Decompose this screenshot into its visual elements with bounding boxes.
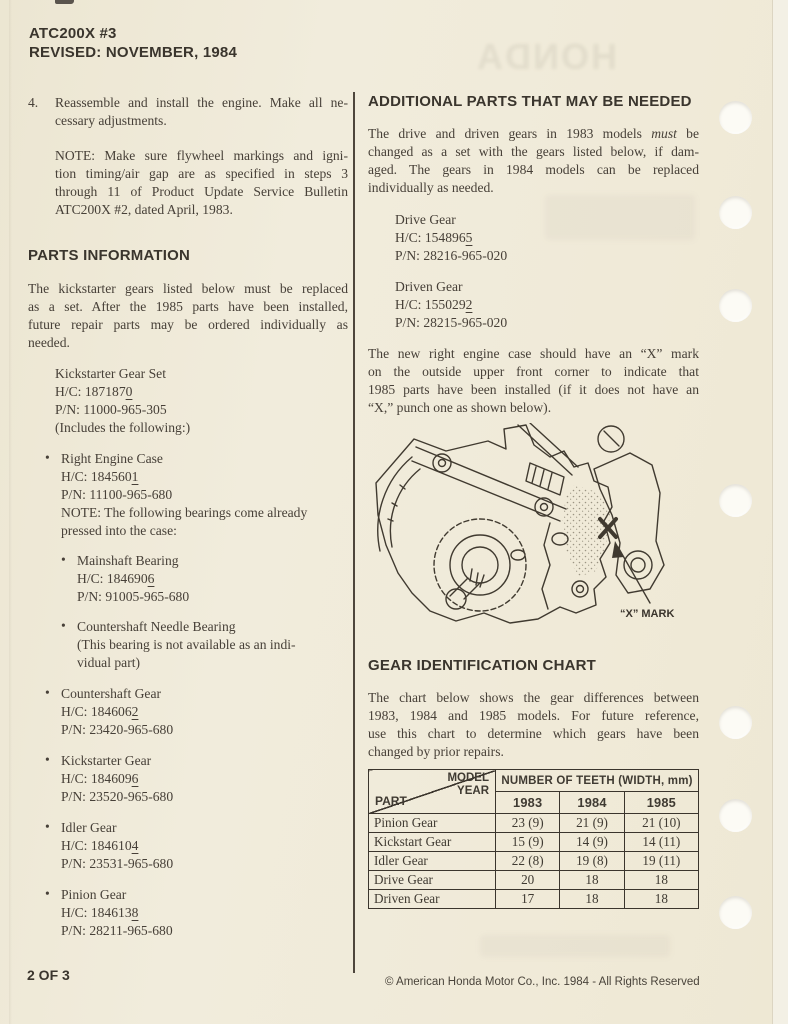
hc-prefix: H/C: 184609	[61, 771, 132, 786]
hc-revision-digit: 2	[465, 297, 473, 312]
page-fold-shadow	[9, 0, 12, 1024]
punch-hole	[719, 896, 752, 929]
bleed-through-text-ghost	[480, 935, 670, 957]
table-cell-part: Kickstart Gear	[369, 833, 496, 852]
table-cell-value: 18	[624, 871, 698, 890]
part-name: • Mainshaft Bearing	[77, 553, 179, 568]
scan-right-edge	[772, 0, 788, 1024]
part-pn-number: P/N: 23531-965-680	[61, 856, 174, 871]
table-cell-value: 15 (9)	[496, 833, 560, 852]
table-row	[369, 890, 699, 909]
punch-hole	[719, 196, 752, 229]
parts-information-intro: The kickstarter gears listed below must be replaced as a set. After the 1985 parts have been installed, future repair parts may be ordered individually as needed.	[28, 281, 348, 350]
copyright-notice: © American Honda Motor Co., Inc. 1984 - All Rights Reserved	[385, 976, 700, 988]
part-pn-number: P/N: 28216-965-020	[395, 248, 508, 263]
engine-case-diagram	[368, 423, 699, 633]
corner-model-year-label	[447, 772, 489, 797]
list-item-right-engine-case	[28, 450, 348, 540]
list-item-pinion-gear	[28, 886, 348, 940]
table-corner-cell	[369, 770, 496, 814]
table-row	[369, 833, 699, 852]
table-cell-value: 19 (11)	[624, 852, 698, 871]
right-column	[368, 92, 699, 909]
bleed-through-honda-logo: HONDA	[475, 36, 617, 77]
table-cell-part: Drive Gear	[369, 871, 496, 890]
hc-prefix: H/C: 154896	[395, 230, 466, 245]
page-number: 2 OF 3	[27, 967, 70, 983]
part-includes-note: (Includes the following:)	[55, 420, 191, 435]
intro-post: be	[676, 126, 699, 141]
punch-hole	[719, 289, 752, 322]
table-cell-value: 20	[496, 871, 560, 890]
x-mark-paragraph: The new right engine case should have an “X” mark on the outside upper front corner to indicate that 1985 parts have been installed (if it does not have an “X,” punch one as shown below).	[368, 346, 699, 415]
table-cell-part: Driven Gear	[369, 890, 496, 909]
punch-hole	[719, 706, 752, 739]
part-hc-number	[55, 383, 348, 401]
table-cell-value: 19 (8)	[560, 852, 624, 871]
part-name: • Idler Gear	[61, 820, 117, 835]
punch-hole	[719, 799, 752, 832]
hc-revision-digit: 6	[147, 571, 155, 586]
table-cell-part: Idler Gear	[369, 852, 496, 871]
punch-hole	[719, 484, 752, 517]
table-row	[369, 871, 699, 890]
corner-part-label: PART	[375, 794, 407, 808]
part-name: • Kickstarter Gear	[61, 753, 152, 768]
bulletin-id: ATC200X #3	[29, 25, 117, 42]
gear-chart-intro: The chart below shows the gear differences between 1983, 1984 and 1985 models. For future reference, use this chart to determine which gears have been changed by prior repairs.	[368, 690, 699, 759]
parts-information-heading: PARTS INFORMATION	[28, 247, 190, 264]
driven-gear-block	[395, 278, 699, 332]
hc-revision-digit: 0	[125, 384, 133, 399]
bulletin-header	[29, 24, 237, 62]
part-name: • Right Engine Case	[61, 451, 163, 466]
hc-prefix: H/C: 184690	[77, 571, 148, 586]
intro-italic-word: must	[651, 126, 677, 141]
hc-prefix: H/C: 155029	[395, 297, 466, 312]
punch-hole	[719, 101, 752, 134]
hc-revision-digit: 5	[465, 230, 473, 245]
list-item-countershaft-gear	[28, 685, 348, 739]
part-hc-number	[395, 229, 699, 247]
intro-line-1	[368, 125, 699, 143]
part-pn-number: P/N: 28211-965-680	[61, 923, 173, 938]
part-name: • Countershaft Needle Bearing	[77, 619, 236, 634]
hc-revision-digit: 2	[131, 704, 139, 719]
part-hc-number	[61, 837, 348, 855]
part-name: Driven Gear	[395, 279, 463, 294]
corner-year: YEAR	[457, 784, 489, 797]
part-hc-number	[395, 296, 699, 314]
part-note: NOTE: The following bearings come already pressed into the case:	[61, 505, 308, 538]
hc-prefix: H/C: 184610	[61, 838, 132, 853]
hc-prefix: H/C: 184613	[61, 905, 132, 920]
table-cell-value: 21 (10)	[624, 814, 698, 833]
list-item-idler-gear	[28, 819, 348, 873]
part-pn-number: P/N: 23520-965-680	[61, 789, 174, 804]
part-hc-number	[61, 703, 348, 721]
part-hc-number	[61, 770, 348, 788]
table-cell-value: 22 (8)	[496, 852, 560, 871]
teeth-width-header: NUMBER OF TEETH (WIDTH, mm)	[496, 770, 699, 792]
table-cell-value: 23 (9)	[496, 814, 560, 833]
hc-revision-digit: 8	[131, 905, 139, 920]
list-item-mainshaft-bearing	[28, 552, 348, 606]
step-4-note: NOTE: Make sure flywheel markings and igni- tion timing/air gap are as specified in steps 3 through 11 of Product Update Service Bulletin ATC200X #2, dated April, 1983.	[55, 148, 348, 217]
table-row	[369, 852, 699, 871]
hc-revision-digit: 6	[131, 771, 139, 786]
table-cell-value: 18	[624, 890, 698, 909]
part-pn-number: P/N: 23420-965-680	[61, 722, 174, 737]
table-cell-value: 18	[560, 871, 624, 890]
table-cell-value: 18	[560, 890, 624, 909]
part-note: (This bearing is not available as an indi- vidual part)	[77, 637, 296, 670]
part-hc-number	[77, 570, 348, 588]
list-item-countershaft-needle-bearing	[28, 618, 348, 672]
drive-gear-block	[395, 211, 699, 265]
step-4	[28, 94, 348, 130]
additional-parts-heading: ADDITIONAL PARTS THAT MAY BE NEEDED	[368, 93, 692, 110]
step-number: 4.	[28, 95, 39, 110]
hc-revision-digit: 1	[131, 469, 139, 484]
part-hc-number	[61, 904, 348, 922]
intro-pre: The drive and driven gears in 1983 models	[368, 126, 652, 141]
column-divider-rule	[353, 92, 355, 973]
hc-prefix: H/C: 184606	[61, 704, 132, 719]
part-name: Drive Gear	[395, 212, 456, 227]
list-item-kickstarter-gear	[28, 752, 348, 806]
part-hc-number	[61, 468, 348, 486]
hc-prefix: H/C: 184560	[61, 469, 132, 484]
part-pn-number: P/N: 11000-965-305	[55, 402, 167, 417]
year-column-header: 1985	[624, 792, 698, 814]
table-cell-part: Pinion Gear	[369, 814, 496, 833]
gear-identification-table	[368, 769, 699, 909]
table-cell-value: 17	[496, 890, 560, 909]
left-column	[28, 94, 348, 940]
part-name: Kickstarter Gear Set	[55, 366, 166, 381]
hc-prefix: H/C: 187187	[55, 384, 126, 399]
year-column-header: 1984	[560, 792, 624, 814]
hc-revision-digit: 4	[131, 838, 139, 853]
kickstarter-gear-set-block	[55, 365, 348, 437]
step-text: Reassemble and install the engine. Make all ne- cessary adjustments.	[55, 95, 348, 128]
part-name: • Countershaft Gear	[61, 686, 162, 701]
additional-parts-intro	[368, 125, 699, 197]
gear-identification-heading: GEAR IDENTIFICATION CHART	[368, 657, 597, 674]
part-name: • Pinion Gear	[61, 887, 127, 902]
table-header-row-1	[369, 770, 699, 792]
corner-model: MODEL	[447, 772, 489, 784]
year-column-header: 1983	[496, 792, 560, 814]
table-cell-value: 21 (9)	[560, 814, 624, 833]
bulletin-revised-date: REVISED: NOVEMBER, 1984	[29, 44, 237, 61]
part-pn-number: P/N: 11100-965-680	[61, 487, 173, 502]
table-row	[369, 814, 699, 833]
part-pn-number: P/N: 91005-965-680	[77, 589, 190, 604]
part-pn-number: P/N: 28215-965-020	[395, 315, 508, 330]
scan-edge-mark	[55, 0, 74, 4]
x-mark-label: “X” MARK	[620, 608, 675, 620]
intro-rest: changed as a set with the gears listed below, if dam- aged. The gears in 1984 models can be replaced individually as needed.	[368, 144, 699, 195]
table-cell-value: 14 (9)	[560, 833, 624, 852]
table-cell-value: 14 (11)	[624, 833, 698, 852]
